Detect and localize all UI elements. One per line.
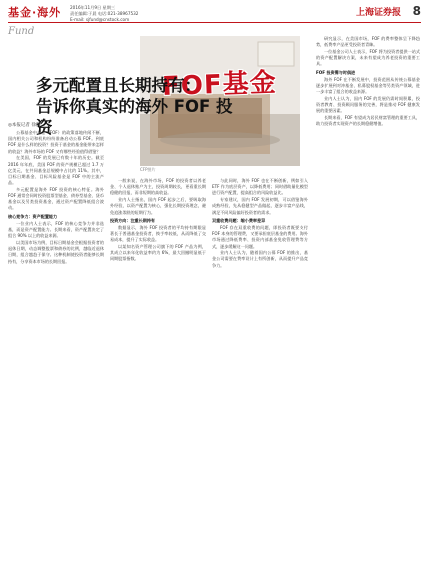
- paragraph: 与此同时，海外 FOF 也在不断创新，例如引入 ETF 作为底层资产，以降低费用；同时借助量化模型进行资产配置，提高组合的风险收益比。: [212, 178, 308, 196]
- paragraph: 以美国市场为例，目标日期基金会根据投资者的退休日期，动态调整股票和债券的比例，越临近退休日期，组合越趋于保守。这种机制使投资者能够长期持有，分享资本市场的长期回报。: [8, 239, 104, 264]
- header-meta: [70, 5, 220, 23]
- newspaper-brand: 上海证券报: [355, 8, 401, 18]
- paragraph: 业内人士指出，国内 FOF 起步之后，要吸取海外经验，以资产配置为核心，强化长期投资理念，避免追涨杀跌的短期行为。: [110, 197, 206, 215]
- header-editor: 责任编辑:于晨 电话:021-38967532: [70, 11, 139, 16]
- headline: [36, 75, 236, 138]
- paragraph: 以某知名资产管理公司旗下的 FOF 产品为例，其成立以来年化收益率约为 6%，最大回撤明显低于同期股票指数。: [110, 244, 206, 262]
- subheading: 投资方向：注重长期持有: [110, 217, 156, 223]
- subheading: FOF 投资需与时俱进: [316, 69, 356, 75]
- page-header: [8, 4, 421, 23]
- column-1: [8, 130, 104, 575]
- column-4: [316, 36, 420, 575]
- paragraph: FOF 存在双重收费的问题，即投资者既要支付 FOF 本身的管理费，又要承担底层基金的费用。海外市场通过降低费率、投资内部基金免收管理费等方式，逐步缓解这一问题。: [212, 224, 308, 249]
- paragraph: 在美国，FOF 的发展已有数十年的历史。截至 2016 年年底，美国 FOF 的资产规模已超过 1.7 万亿美元，在共同基金总规模中占比约 11%。其中，目标日期基金、目标风险基金是 FOF 中的主流产品。: [8, 155, 104, 186]
- subheading: 核心竞争力：资产配置能力: [8, 213, 58, 219]
- header-email: E-mail: sjfund@cnstock.com: [70, 17, 130, 22]
- paragraph: 研究显示，在美国市场，FOF 的费率整体呈下降趋势，低费率产品更受投资者青睐。: [316, 36, 420, 48]
- paragraph: 一位基金公司人士表示，FOF 将为投资者提供一站式的资产配置解决方案，未来有望成为养老投资的重要工具。: [316, 48, 420, 67]
- photo-credit: CFP图片: [140, 167, 156, 172]
- paragraph: 一位业内人士表示，FOF 的核心竞争力并非选基，而是资产配置能力。长期来看，资产配置决定了组合 90% 以上的收益来源。: [8, 220, 104, 239]
- headline-line-2: 告诉你真实的海外 FOF 投资: [36, 97, 233, 137]
- page-number: 8: [412, 4, 421, 18]
- paragraph: 专家建议，国内 FOF 发展初期，可以借鉴海外成熟经验，先从稳健型产品做起，逐步丰富产品线，满足不同风险偏好投资者的需求。: [212, 197, 308, 215]
- paragraph: 数据显示，海外 FOF 投资者的平均持有期限显著长于普通基金投资者，换手率较低，从而降低了交易成本，提升了实际收益。: [110, 224, 206, 243]
- section-english: Fund: [8, 26, 35, 37]
- paragraph: 一般来说，在海外市场，FOF 的投资者以养老金、个人退休账户为主，投资周期较长，更看重长期稳健的回报，而非短期的高收益。: [110, 178, 206, 196]
- byline: ◎本报记者 徐静: [8, 123, 41, 128]
- paragraph: 海外 FOF 在不断发展中，投资范围从传统公募基金逐步扩展到对冲基金、私募股权基金等另类资产领域，进一步丰富了组合的收益来源。: [316, 76, 420, 95]
- header-date: 2016年11月9日 星期三: [70, 5, 116, 10]
- paragraph: 长期来看，FOF 有望成为居民财富管理的重要工具，助力投资者实现资产的长期稳健增值。: [316, 114, 420, 127]
- column-2: [110, 178, 206, 575]
- paragraph: 业内人士认为，国内 FOF 的发展仍需时间积累，投资者教育、投资顾问服务的完善，将是推动 FOF 健康发展的重要因素。: [316, 95, 420, 114]
- paragraph: 多元配置是海外 FOF 投资的核心特征。海外 FOF 通常会同时投资股票型基金、债券型基金、货币基金以及另类投资基金，通过资产配置降低组合波动。: [8, 186, 104, 211]
- subheading: 双重收费问题：缩小费率差异: [212, 217, 266, 223]
- column-3: [212, 178, 308, 575]
- paragraph: 公募基金中基金（FOF）的政策落地传闻不断，国内相关公司和机构纷纷准备启动公募 FOF。到底 FOF 是什么样的投资？投资于基金的基金能带来怎样的收益？海外市场的 FOF 又有哪些经验值得借鉴？: [8, 130, 104, 154]
- paragraph: 业内人士认为，随着国内公募 FOF 的推出，基金公司需要在费率设计上有所创新，从而提升产品竞争力。: [212, 250, 308, 268]
- photo-caption-art: FOF基金: [161, 68, 278, 102]
- headline-line-1: 多元配置且长期持有：: [36, 76, 201, 95]
- section-title: 基金·海外: [8, 6, 62, 19]
